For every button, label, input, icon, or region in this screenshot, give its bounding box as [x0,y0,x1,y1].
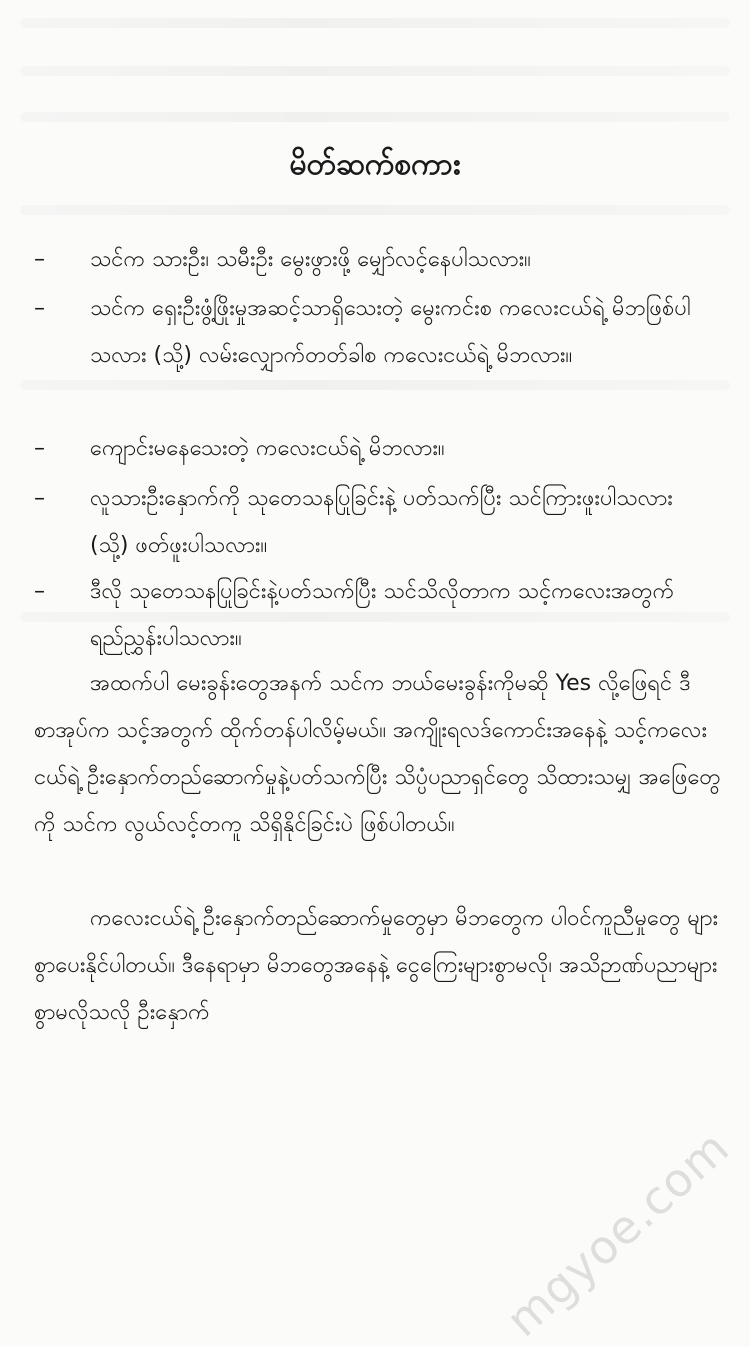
bullet-item [34,425,714,472]
bullet-text: လူသားဦးနှောက်ကို သုတေသနပြုခြင်းနဲ့ ပတ်သက်ပြီး သင်ကြားဖူးပါသလား (သို့) ဖတ်ဖူးပါသလား။ [90,486,673,558]
bullet-item [34,568,714,662]
body-paragraph: ကလေးငယ်ရဲ့ ဦးနှောက်တည်ဆောက်မှုတွေမှာ မိဘတွေက ပါဝင်ကူညီမှုတွေ များစွာပေးနိုင်ပါတယ်။ ဒီနေရာမှာ မိဘတွေအနေနဲ့ ငွေကြေးများစွာမလို၊ အသိဉာဏ်ပညာများစွာမလိုသလို ဦးနှောက် [34,906,719,1025]
bullet-text: ဒီလို သုတေသနပြုခြင်းနဲ့ပတ်သက်ပြီး သင်သိလိုတာက သင့်ကလေးအတွက် ရည်ညွှန်းပါသလား။ [90,579,675,651]
watermark: mgyoe.com [496,1119,740,1347]
bullet-marker: – [34,247,45,272]
show-through-texture [20,380,730,390]
show-through-texture [20,18,730,28]
show-through-texture [20,66,730,76]
bullet-text: သင်က သားဦး၊ သမီးဦး မွေးဖွားဖို့ မျှော်လင့်နေပါသလား။ [90,247,531,272]
body-paragraph: အထက်ပါ မေးခွန်းတွေအနက် သင်က ဘယ်မေးခွန်းကိုမဆို Yes လို့ဖြေရင် ဒီစာအုပ်က သင့်အတွက် ထိုက်တန်ပါလိမ့်မယ်။ အကျိုးရလဒ်ကောင်းအနေနဲ့ သင့်ကလေးငယ်ရဲ့ ဦးနှောက်တည်ဆောက်မှုနဲ့ပတ်သက်ပြီး သိပ္ပံပညာရှင်တွေ သိထားသမျှ အဖြေတွေကို သင်က လွယ်လင့်တကူ သိရှိနိုင်ခြင်းပဲ ဖြစ်ပါတယ်။ [34,671,721,837]
bullet-marker: – [34,296,45,321]
bullet-text: ကျောင်းမနေသေးတဲ့ ကလေးငယ်ရဲ့ မိဘလား။ [90,436,445,461]
bullet-marker: – [34,436,45,461]
show-through-texture [20,205,730,215]
bullet-item [34,475,714,569]
bullet-item [34,285,714,379]
page-title: မိတ်ဆက်စကား [289,147,461,182]
bullet-marker: – [34,486,45,511]
bullet-marker: – [34,579,45,604]
bullet-text: သင်က ရှေးဦးဖွံ့ဖြိုးမှုအဆင့်သာရှိသေးတဲ့ မွေးကင်းစ ကလေးငယ်ရဲ့ မိဘဖြစ်ပါသလား (သို့) လမ်းလျှောက်တတ်ခါစ ကလေးငယ်ရဲ့ မိဘလား။ [90,296,691,368]
show-through-texture [20,112,730,122]
bullet-item [34,236,714,283]
